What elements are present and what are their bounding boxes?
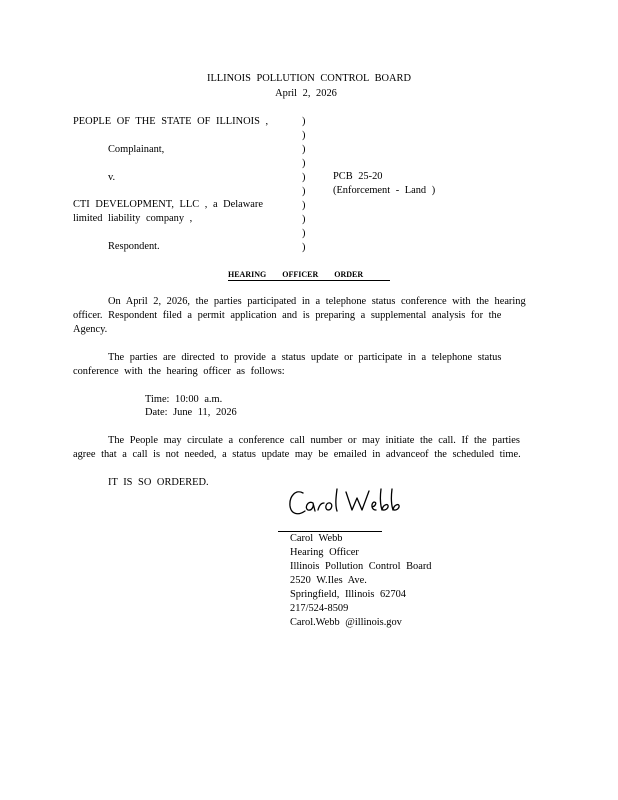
respondent-name-line2: limited liability company , [73,213,193,224]
signer-organization: Illinois Pollution Control Board [290,561,432,572]
signer-email: Carol.Webb @illinois.gov [290,617,402,628]
respondent-name-line1: CTI DEVELOPMENT, LLC , a Delaware [73,199,263,210]
signature-block [290,532,432,630]
versus-label: v. [108,172,116,183]
caption-parentheses: ) ) ) ) ) ) ) ) ) ) [302,116,306,253]
signer-phone: 217/524-8509 [290,603,349,614]
hearing-time: Time: 10:00 a.m. [145,394,223,405]
paragraph-1 [73,295,535,337]
order-title: HEARING OFFICER ORDER [228,269,390,281]
paragraph-1-text: On April 2, 2026, the parties participated in a telephone status conference with the hearing officer. Respondent filed a permit application and is preparing a supplemental analysis for the Agency. [73,296,526,335]
complainant-name: PEOPLE OF THE STATE OF ILLINOIS , [73,116,269,127]
agency-title: ILLINOIS POLLUTION CONTROL BOARD [206,73,411,84]
signer-city: Springfield, Illinois 62704 [290,589,406,600]
paragraph-3 [73,434,535,462]
case-number: PCB 25-20 [333,171,383,182]
complainant-role: Complainant, [108,144,165,155]
paragraph-2 [73,351,535,379]
handwritten-signature [286,486,414,526]
signer-street: 2520 W.Iles Ave. [290,575,367,586]
respondent-role: Respondent. [108,241,160,252]
signer-title: Hearing Officer [290,547,359,558]
closing-statement: IT IS SO ORDERED. [108,477,209,488]
paragraph-3-text: The People may circulate a conference call number or may initiate the call. If the parties agree that a call is not needed, a status update may be emailed in advanceof the scheduled time. [73,435,521,460]
signer-name: Carol Webb [290,533,343,544]
hearing-date: Date: June 11, 2026 [145,407,237,418]
order-date: April 2, 2026 [275,88,337,99]
paragraph-2-text: The parties are directed to provide a status update or participate in a telephone status conference with the hearing officer as follows: [73,352,502,377]
case-type: (Enforcement - Land ) [333,185,436,196]
